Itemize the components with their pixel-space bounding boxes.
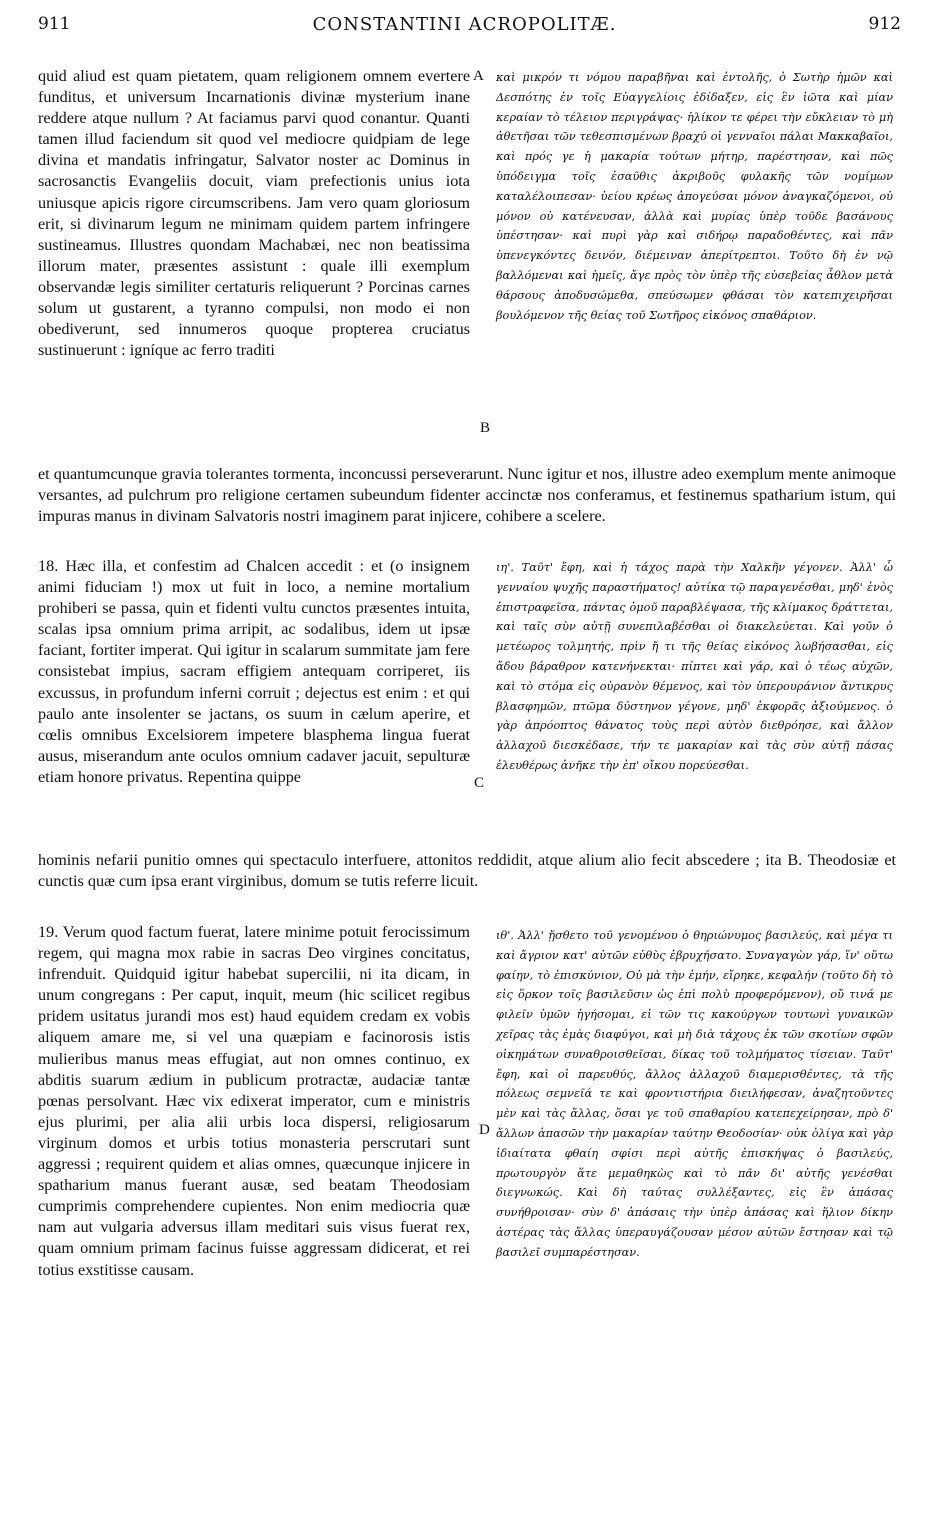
margin-letter-a: A [473,68,484,84]
greek-paragraph-18: ιη'. Ταῦτ' ἔφη, καὶ ἡ τάχος παρὰ τὴν Χαλκῆν γέγονεν. Ἀλλ' ὦ γενναίου ψυχῆς παραστήματος! αὐτίκα τῷ παραγενέσθαι, μηδ' ἑνὸς ἐπιστραφεῖσα, πάντας ὁμοῦ παραβλέψασα, τῆς κλίμακος δράττεται, καὶ ταῖς σὺν αὐτῇ συνεπιλαβέσθαι οἱ διακελεύεται. Καὶ γοῦν ὁ μετέωρος τολμητής, πρὶν ἤ τι τῆς θείας εἰκόνος λωβήσασθαι, εἰς ἄδου βάραθρον κατενήνεκται· πίπτει καὶ γάρ, καὶ ὁ τέως αὐχῶν, καὶ τὸ στόμα εἰς οὐρανὸν θέμενος, καὶ τὸν ὑπερουράνιον ἄντικρυς βλασφημῶν, πτῶμα δύστηνον γέγονε, μηδ' ἐκφορᾶς ἀξιούμενος. ὁ γὰρ ἀπρόοπτος θάνατος τοὺς περὶ αὐτὸν διεθρόησε, καὶ ἄλλον ἀλλαχοῦ διεσκέδασε, τήν τε μακαρίαν καὶ τὰς σὺν αὐτῇ πάσας ἐλευθέρως ἀνῆκε τὴν ἐπ' οἴκου πορεύεσθαι. [496,561,893,772]
latin-full-width-1: et quantumcunque gravia tolerantes tormenta, inconcussi perseverarunt. Nunc igitur et nos, illustre adeo exemplum mente animoque versantes, ad pulchrum pro religione certamen subeundum fidenter accinctæ nos conferamus, et festinemus spatharium istum, qui impuras manus in divinam Salvatoris nostri imaginem parat injicere, cohibere a scelere. [38,465,896,526]
page-number-left: 911 [38,14,71,34]
greek-paragraph-19: ιθ'. Ἀλλ' ᾔσθετο τοῦ γενομένου ὁ θηριώνυμος βασιλεύς, καὶ μέγα τι καὶ ἄγριον κατ' αὐτῶν εὐθὺς ἐβρυχήσατο. Συναγαγὼν γάρ, ἵν' οὕτω φαίην, τὸ ἐπισκύνιον, Οὐ μὰ τὴν ἐμήν, εἴρηκε, κεφαλήν (τοῦτο δὴ τὸ εἰς ὅρκον τοῖς βασιλεῦσιν ὡς ἐπὶ πολὺ προφερόμενον), οὔ τινά με φιλεῖν ὑμῶν ἡγήσομαι, εἰ τῶν τις κακούργων τουτωνὶ γυναικῶν χεῖρας τὰς ἐμὰς διαφύγοι, καὶ μὴ διὰ τάχους ἐκ τῶν σκοτίων σφῶν οἰκημάτων συναθροισθεῖσαι, δίκας τοῦ τολμήματος τίσειαν. Ταῦτ' ἔφη, καὶ οἱ παρευθύς, ἄλλος ἀλλαχοῦ διαμερισθέντες, τὰ τῆς πόλεως σεμνεῖά τε καὶ φροντιστήρια διειλήφεσαν, ἀναζητοῦντες μὲν καὶ τὰς ἄλλας, ὅσαι γε τοῦ σπαθαρίου κατεπεχείρησαν, πρὸ δ' ἄλλων ἁπασῶν τὴν μακαρίαν ταύτην Θεοδοσίαν· οὐκ ὀλίγα καὶ γὰρ ἰδιαίτατα φθαίη σφίσι περὶ αὐτῆς ἐπισκήψας ὁ βασιλεύς, πρωτουργὸν ἅτε μεμαθηκὼς καὶ τὸ πᾶν δι' αὐτῆς γενέσθαι διεγνωκώς. Καὶ δὴ ταύτας συλλέξαντες, εἰς ἓν ἁπάσας συνήθροισαν· σὺν δ' ἁπάσαις τὴν ὑπὲρ ἁπάσας καὶ ἥλιον δίκην ἀστέρας τὰς ἄλλας ὑπεραυγάζουσαν μέσον αὐτῶν ἔστησαν καὶ τῷ βασιλεῖ συμπαρέστησαν. [496,929,893,1259]
margin-letter-b: B [480,420,491,436]
greek-paragraph-1: καὶ μικρόν τι νόμου παραβῆναι καὶ ἐντολῆς, ὁ Σωτὴρ ἡμῶν καὶ Δεσπότης ἐν τοῖς Εὐαγγελίοις ἐδίδαξεν, εἰς ἓν ἰῶτα καὶ μίαν κεραίαν τὸ τέλειον περιγράψας· ἡλίκον τε φέρει τὴν εὔκλειαν τὸ μὴ ἀθετῆσαι τῶν τεθεσπισμένων βραχύ οἱ γενναῖοι πάλαι Μακκαβαῖοι, καὶ πρός γε ἡ μακαρία τούτων μήτηρ, παρέστησαν, καὶ πῶς ὑπόδειγμα τοῖς ἐσαῦθις ἀκριβοῦς φυλακῆς τῶν νομίμων καταλέλοιπεσαν· ὑείου κρέως ἀπογεύσαι μόνον ἀναγκαζόμενοι, οὐ μόνον οὐ κατένευσαν, ἀλλὰ καὶ μυρίας ὑπὲρ τοῦδε βασάνους ὑπέστησαν· καὶ πυρὶ γὰρ καὶ σιδήρῳ παραδοθέντες, καὶ πᾶν ὑπενεγκόντες δεινόν, διέμειναν ἀπερίτρεπτοι. Τοῦτο δὴ ἐν νῷ βαλλόμεναι καὶ ἡμεῖς, ἄγε πρὸς τὸν ὑπὲρ τῆς εὐσεβείας ἆθλον μετὰ θάρσους ἀποδυσώμεθα, σπεύσωμεν φθάσαι τὸν κατεπιχειρῆσαι βουλόμενον τῆς θείας τοῦ Σωτῆρος εἰκόνος σπαθάριον. [496,71,893,322]
latin-paragraph-18: 18. Hæc illa, et confestim ad Chalcen accedit : et (o insignem animi fiduciam !) mox ut fuit in loco, a nemine mortalium prohiberi se passa, quin et fidenti vultu cunctos præsentes intuita, scalas ipsa omnium prima arripit, ac sodalibus, idem ut ipsæ faciant, fortiter imperat. Qui igitur in scalarum summitate jam fere consistebat impius, sacram effigiem antequam corriperet, iis excussus, in profundum inferni corruit ; dejectus est enim : et qui paulo ante insolenter se jactans, os suum in cælum aperire, et cœlis omnibus Excelsiorem impetere blasphema lingua fuerat ausus, miserandum ante oculos omnium cadaver jacuit, sepulturæ etiam honore privatus. Repentina quippe [38,557,470,786]
latin-paragraph-1: quid aliud est quam pietatem, quam religionem omnem evertere funditus, et universum Incarnationis divinæ mysterium inane reddere atque nullum ? At faciamus parvi quod conantur. Quanti tamen illud faciendum sit quod vel mediocre quidpiam de lege divina et mandatis infringatur, Salvator noster ac Dominus in sacrosanctis Evangeliis docuit, viam prefectionis unius iota uniusque apicis rigore circumscribens. Jam vero quam gloriosum erit, si divinarum legum ne minimam quidem partem infringere sustineamus. Illustres quondam Machabæi, nec non beatissima illorum mater, præsentes assistunt : quale illi exemplum observandæ legis similiter certaturis reliquerunt ? Porcinas carnes solum ut gustarent, a tyranno compulsi, non modo ei non obediverunt, sed innumeros quoque propterea cruciatus sustinuerunt : igníque ac ferro traditi [38,67,470,360]
page-number-right: 912 [868,14,901,34]
running-header [16,6,913,40]
margin-letter-d: D [479,1122,490,1138]
margin-letter-c: C [474,775,485,791]
latin-full-width-2: hominis nefarii punitio omnes qui spectaculo interfuere, attonitos reddidit, atque alium alio fecit abscedere ; ita B. Theodosiæ et cunctis quæ cum ipsa erant virginibus, domum se tutis referre licuit. [38,851,896,891]
latin-paragraph-19: 19. Verum quod factum fuerat, latere minime potuit ferocissimum regem, qui magna mox rabie in sacras Deo virgines concitatus, infrenduit. Quidquid igitur habebat supercilii, ni ita dicam, in unum congregans : Per caput, inquit, meum (hic scilicet regibus pridem usitatus jurandi mos est) haud equidem credam ex vobis aliquem amare me, si vel una quæpiam e facinorosis istis mulieribus manus meas effugiat, aut non omnes continuo, ex abditis suarum ædium in publicum protractæ, audaciæ tantæ pœnas persolvant. Hæc vix edixerat imperator, cum e ministris ejus plurimi, per alia alii urbis loca dispersi, religiosarum virginum domos et urbis totius monasteria perscrutari sunt aggressi ; requirent quidem et alias omnes, quæcunque injicere in spatharium manus fuerant ausæ, sed beatam Theodosiam cumprimis comprehendere cupientes. Non enim mediocria quæ nam aut vulgaria adversus illam meditari suis visus fuerat rex, quam omnium primam facinus fuisse aggressam didicerat, et rei totius exstitisse causam. [38,923,470,1279]
running-title: CONSTANTINI ACROPOLITÆ. [312,14,617,35]
